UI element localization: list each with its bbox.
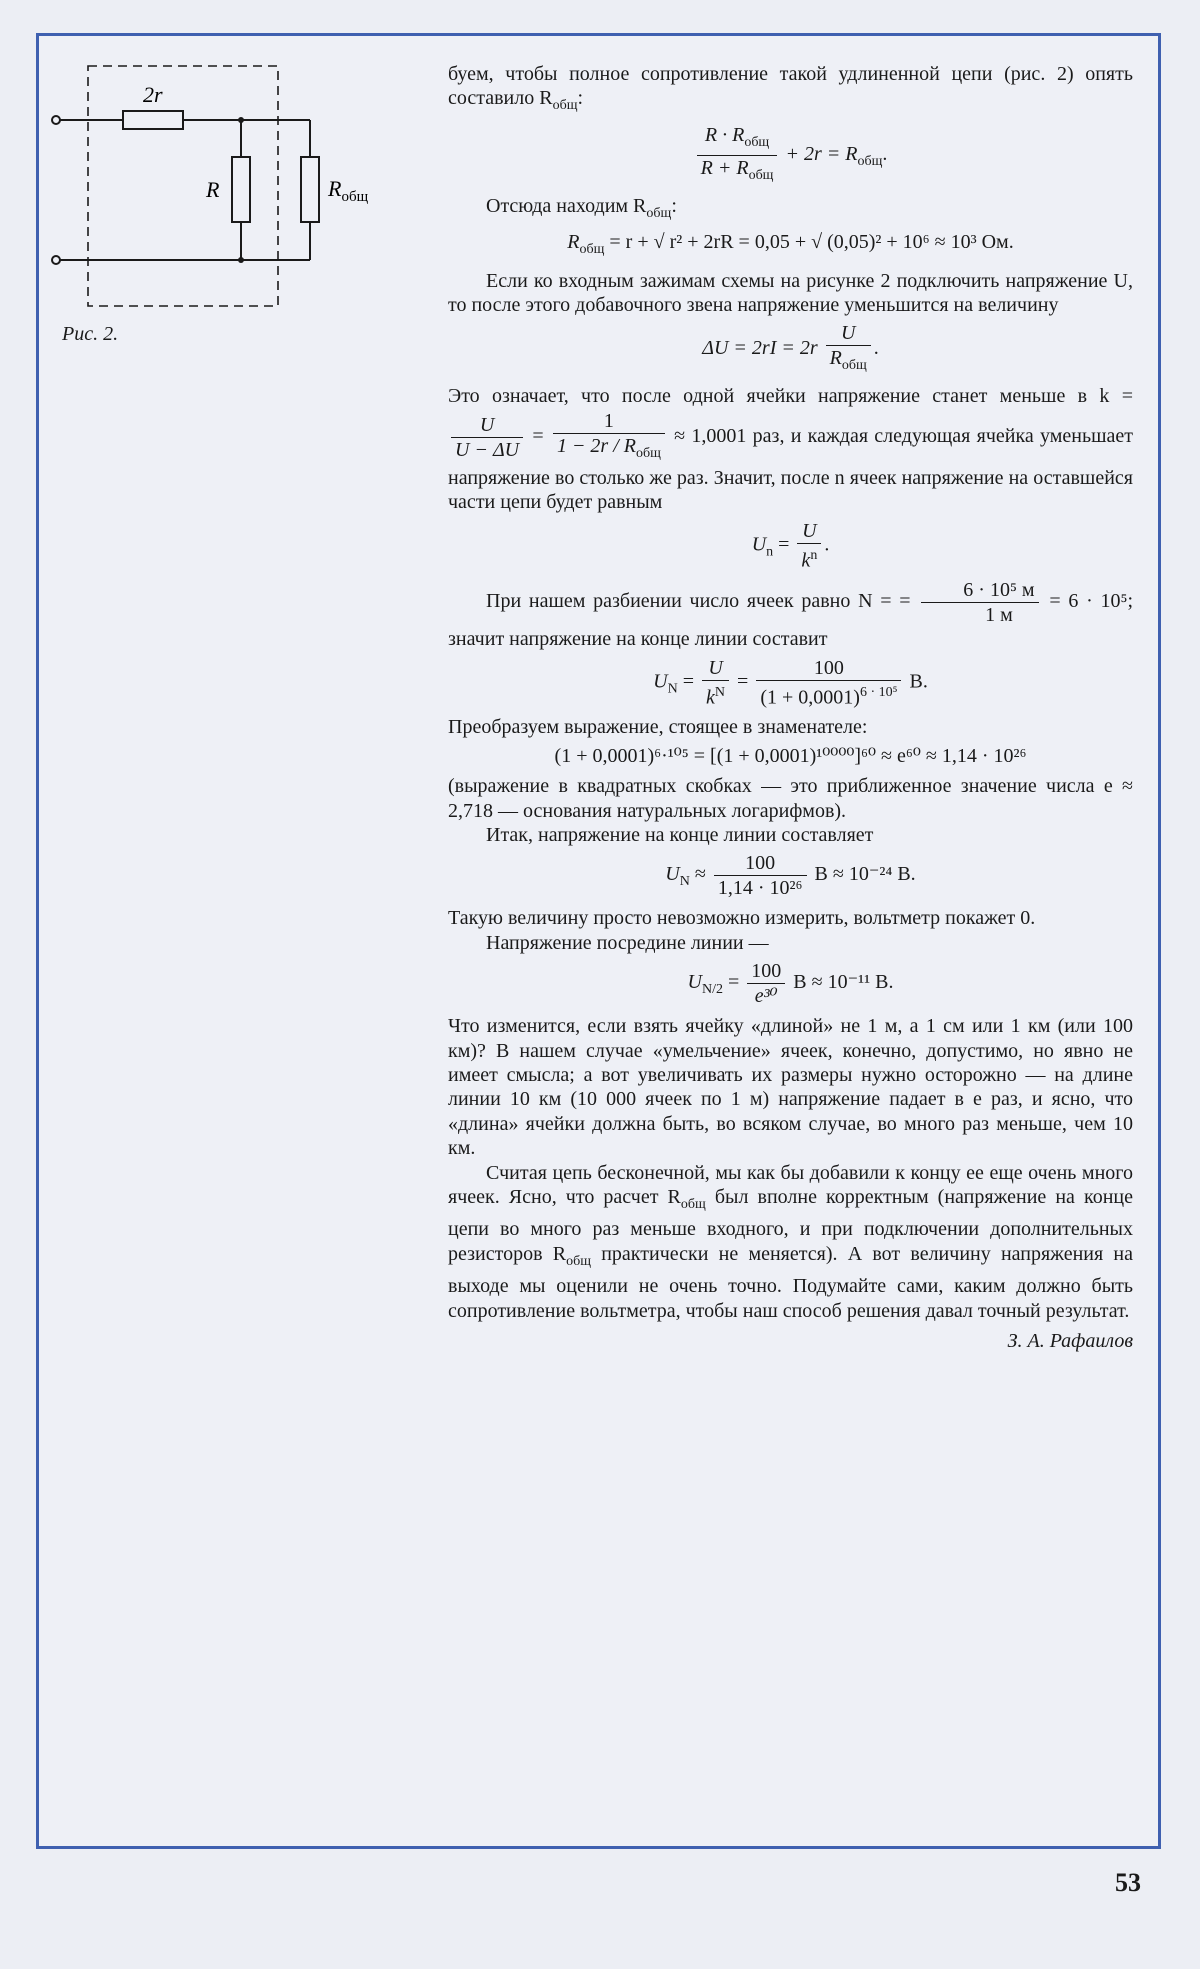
paragraph-2: Отсюда находим $R_{общ}$: bbox=[486, 194, 677, 221]
equation-7: $U_N$ ≈ $\frac{100}{\text{1,14 · 10²⁶}}$ В ≈ 10⁻²⁴ В. bbox=[665, 852, 916, 900]
page-number: 53 bbox=[1115, 1868, 1141, 1897]
paragraph-10: Напряжение посредине линии — bbox=[486, 931, 769, 954]
paragraph-1: буем, чтобы полное сопротивление такой удлиненной цепи (рис. 2) опять составило $R_{общ}$: bbox=[448, 63, 1133, 114]
paragraph-7: (выражение в квадратных скобках — это приближенное значение числа e ≈ 2,718 — основания натуральных логарифмов). bbox=[448, 775, 1133, 822]
label-R-total: $R_{общ}$ bbox=[328, 176, 369, 205]
resistor-R-total bbox=[301, 157, 319, 222]
paragraph-12: Считая цепь бесконечной, мы как бы добавили к концу ее еще очень много ячеек. Ясно, что расчет $R_{общ}$ был вполне корректным (напряжение на конце цепи во много раз меньше входного, и при подключении дополнительных резисторов $R_{общ}$ практически не меняется). А вот величину напряжения на выходе мы оценили не очень точно. Подумайте сами, каким должно быть сопротивление вольтметра, чтобы наш способ решения давал точный результат. bbox=[448, 1161, 1133, 1322]
figure-caption: Рис. 2. bbox=[62, 323, 119, 345]
author-signature: З. А. Рафаилов bbox=[1007, 1330, 1133, 1353]
equation-5: $U_N$ = $\frac{U}{k^N}$ = $\frac{100}{(1 + 0,0001)^{6 \cdot 10^5}}$ В. bbox=[653, 656, 928, 709]
paragraph-11: Что изменится, если взять ячейку «длиной» не 1 м, а 1 см или 1 км (или 100 км)? В нашем случае «умельчение» ячеек, конечно, допустимо, но явно не имеет смысла; а вот увеличивать их размеры нужно осторожно — на длине линии 10 км (10 000 ячеек по 1 м) напряжение падает в e раз, и ясно, что «длина» ячейки должна быть, во всяком случае, во много раз меньше, чем 10 км. bbox=[448, 1015, 1133, 1160]
paragraph-5: При нашем разбиении число ячеек равно N = = $\frac{\text{6 · 10⁵ м}}{1 м}$ = 6 · 10⁵; значит напряжение на конце линии составит bbox=[448, 579, 1133, 651]
paragraph-4: Это означает, что после одной ячейки напряжение станет меньше в k = $\frac{U}{U - \Delta U}$ = $\frac{1}{1 - 2r / R_{общ}}$ ≈ 1,0001 раз, и каждая следующая ячейка уменьшает напряжение во столько же раз. Значит, после n ячеек напряжение на оставшейся части цепи будет равным bbox=[448, 385, 1134, 514]
label-R: R bbox=[206, 177, 220, 202]
resistor-R bbox=[232, 157, 250, 222]
input-terminal-top bbox=[52, 116, 60, 124]
equation-2: $R_{общ} = r$ + √ r² + 2rR = 0,05 + √ (0,05)² + 10⁶ ≈ 10³ Ом. bbox=[567, 231, 1014, 258]
equation-1: $\frac{R \cdot R_{общ}}{R + R_{общ}}$ + $2r = R_{общ}$. bbox=[448, 123, 1133, 188]
equation-3: ΔU = 2rI = 2r $\frac{U}{R_{общ}}$ . bbox=[702, 322, 879, 374]
paragraph-9: Такую величину просто невозможно измерить, вольтметр покажет 0. bbox=[448, 907, 1036, 930]
paragraph-3: Если ко входным зажимам схемы на рисунке 2 подключить напряжение U, то после этого добавочного звена напряжение уменьшится на величину bbox=[448, 269, 1133, 317]
paragraph-8: Итак, напряжение на конце линии составляет bbox=[486, 824, 874, 846]
paragraph-6: Преобразуем выражение, стоящее в знаменателе: bbox=[448, 716, 868, 739]
circuit-diagram bbox=[48, 62, 408, 352]
equation-6: (1 + 0,0001)⁶·¹⁰⁵ = [(1 + 0,0001)¹⁰⁰⁰⁰]⁶⁰ ≈ e⁶⁰ ≈ 1,14 · 10²⁶ bbox=[554, 744, 1027, 767]
resistor-2r bbox=[123, 111, 183, 129]
equation-4: $U_n$ = $\frac{U}{k^n}$ . bbox=[751, 519, 830, 572]
input-terminal-bottom bbox=[52, 256, 60, 264]
article-text bbox=[448, 62, 1133, 1354]
label-2r: 2r bbox=[143, 82, 163, 107]
equation-8: $U_{N/2}$ = $\frac{100}{\text{e³⁰}}$ В ≈ 10⁻¹¹ В. bbox=[687, 960, 894, 1008]
